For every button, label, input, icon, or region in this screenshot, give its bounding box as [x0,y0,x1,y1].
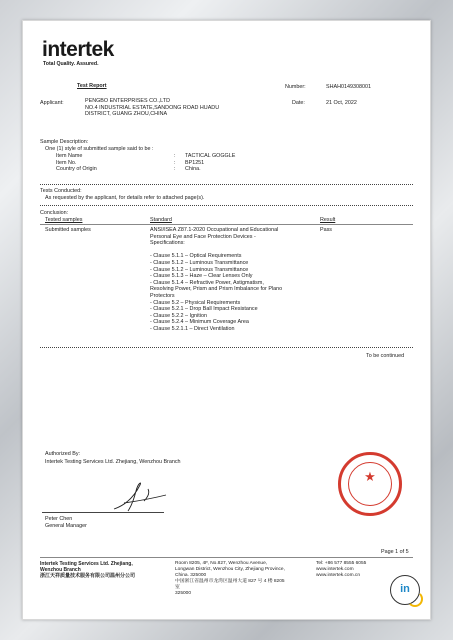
standard-line: - Clause 5.2.4 – Minimum Coverage Area [150,319,249,326]
number-label: Number: [285,84,306,90]
standard-line: ANSI/ISEA Z87.1-2020 Occupational and Educational [150,227,279,233]
address-line: 中国浙江省温州市龙湾区温州大道 827 号 4 楼 8205 [175,579,285,584]
to-be-continued: To be continued [366,353,405,359]
authorized-org: Intertek Testing Services Ltd. Zhejiang, Wenzhou Branch [45,459,181,465]
intertek-badge [390,575,420,605]
standard-line: - Clause 5.1.1 – Optical Requirements [150,253,242,260]
address-line: Room 8205, 4F, No.827, Wenzhou Avenue, [175,561,268,566]
date-value: 21 Oct, 2022 [326,100,357,106]
address-line: 室 [175,585,180,590]
col-tested-samples: Tested samples [45,217,83,223]
address-line: 325000 [175,591,192,596]
signer-title: General Manager [45,523,87,529]
badge-arc [407,591,423,607]
standard-text [150,227,282,333]
standard-line: - Clause 5.2.2 – Ignition [150,312,207,319]
standard-line: - Clause 5.1.4 – Refractive Power, Astigmatism, [150,279,264,286]
company-line: 浙江天祥质量技术服务有限公司温州分公司 [40,573,136,579]
intertek-logo: intertek [42,38,114,61]
divider [40,184,413,185]
tests-text: As requested by the applicant, for details refer to attached page(s). [45,195,205,201]
applicant-label: Applicant: [40,100,64,106]
applicant-line: PENGBO ENTERPRISES CO.,LTD [85,98,170,104]
contact-phone: Tel: +86 577 8555 6055 [316,561,367,566]
report-page [22,20,431,620]
signature-line [42,512,164,513]
divider [40,205,413,206]
sample-rows [56,153,97,173]
conclusion-heading: Conclusion: [40,210,69,216]
sample-row-value: BP1251 [185,159,205,166]
signature [104,475,174,515]
company-line: Wenzhou Branch [40,567,81,573]
company-seal [338,452,402,516]
divider [40,347,413,348]
standard-line: - Clause 5.1.3 – Haze – Clear Lenses Only [150,273,253,280]
applicant-line: NO.4 INDUSTRIAL ESTATE,SANDONG ROAD HUADU [85,104,220,111]
standard-line: Specifications: [150,240,185,247]
col-result: Result [320,217,336,223]
sample-values [185,153,235,173]
badge-text: in [400,583,410,595]
footer-address [175,561,285,597]
applicant-line: DISTRICT, GUANG ZHOU,CHINA [85,111,168,118]
contact-website[interactable]: www.intertek.com [316,567,354,572]
standard-line [150,247,282,254]
standard-line: - Clause 5.2 – Physical Requirements [150,299,241,306]
contact-website-cn[interactable]: www.intertek.com.cn [316,573,360,578]
sample-intro: One (1) style of submitted sample said to be : [45,146,154,152]
standard-line: Personal Eye and Face Protection Devices - [150,233,256,240]
seal-star-icon: ★ [364,469,376,484]
standard-line: - Clause 5.2.1 – Drop Ball Impact Resistance [150,306,258,313]
standard-line: - Clause 5.1.2 – Luminous Transmittance [150,266,249,273]
company-line: Intertek Testing Services Ltd. Zhejiang, [40,561,133,567]
sample-row-label: Item Name [56,153,83,159]
authorized-label: Authorized By: [45,451,81,457]
logo-tagline: Total Quality. Assured. [43,61,99,67]
sample-row-label: Country of Origin [56,166,97,173]
sample-row-value: China. [185,166,201,173]
result-value: Pass [320,227,332,233]
table-rule [40,224,413,225]
standard-line: - Clause 5.2.1.1 – Direct Ventilation [150,325,235,332]
address-line: China. 325000 [175,573,207,578]
report-title: Test Report [77,83,107,89]
date-label: Date: [292,100,305,106]
footer-rule [40,557,413,558]
signer-name: Peter Chen [45,516,73,522]
sample-heading: Sample Description: [40,139,89,145]
standard-line: Protectors [150,292,175,299]
standard-line: Resolving Power, Prism and Prism Imbalance for Plano [150,286,283,293]
col-standard: Standard [150,217,172,223]
sample-row-value: TACTICAL GOGGLE [185,153,236,159]
applicant-block [85,98,219,118]
address-line: Longwan District, Wenzhou City, Zhejiang Province, [175,567,285,572]
sample-name: Submitted samples [45,227,91,233]
footer-contact [316,561,366,579]
sample-colons: : : : [174,153,176,173]
tests-heading: Tests Conducted: [40,188,82,194]
footer-company [40,561,135,579]
number-value: SHAH0149308001 [326,84,371,90]
page-number: Page 1 of 5 [381,549,409,555]
sample-row-label: Item No. [56,159,77,166]
standard-line: - Clause 5.1.2 – Luminous Transmittance [150,259,249,266]
